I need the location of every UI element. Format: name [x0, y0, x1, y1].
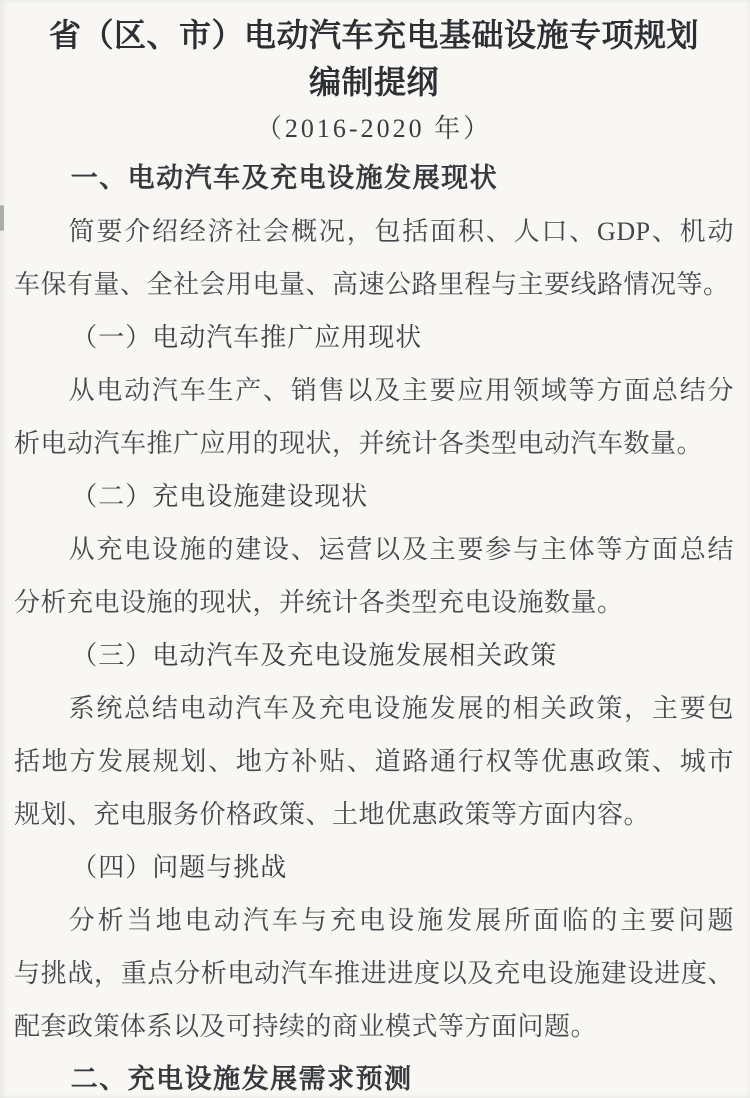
doc-title-line-2: 编制提纲	[308, 64, 439, 100]
paragraph-line: 析电动汽车推广应用的现状，并统计各类型电动汽车数量。	[14, 429, 704, 458]
section-heading-2: 二、充电设施发展需求预测	[70, 1064, 413, 1094]
paragraph-line: 从充电设施的建设、运营以及主要参与主体等方面总结	[68, 535, 734, 564]
doc-subtitle: （2016-2020 年）	[255, 114, 493, 143]
paragraph-line: 从电动汽车生产、销售以及主要应用领域等方面总结分	[68, 376, 734, 405]
subsection-heading-2: （二）充电设施建设现状	[71, 482, 369, 511]
subsection-heading-4: （四）问题与挑战	[71, 853, 288, 882]
paragraph-line: 车保有量、全社会用电量、高速公路里程与主要线路情况等。	[14, 270, 730, 299]
paragraph-line: 简要介绍经济社会概况，包括面积、人口、GDP、机动	[68, 217, 734, 246]
paragraph-line: 配套政策体系以及可持续的商业模式等方面问题。	[14, 1012, 598, 1041]
section-heading-1: 一、电动汽车及充电设施发展现状	[70, 163, 499, 193]
paragraph-line: 规划、充电服务价格政策、土地优惠政策等方面内容。	[14, 800, 651, 829]
doc-title-line-1: 省（区、市）电动汽车充电基础设施专项规划	[48, 17, 699, 53]
paragraph-line: 分析当地电动汽车与充电设施发展所面临的主要问题	[68, 906, 734, 935]
paragraph-line: 括地方发展规划、地方补贴、道路通行权等优惠政策、城市	[14, 747, 734, 776]
subsection-heading-3: （三）电动汽车及充电设施发展相关政策	[71, 641, 558, 670]
paragraph-line: 分析充电设施的现状，并统计各类型充电设施数量。	[14, 588, 624, 617]
paragraph-line: 与挑战，重点分析电动汽车推进进度以及充电设施建设进度、	[14, 959, 734, 988]
paragraph-line: 系统总结电动汽车及充电设施发展的相关政策，主要包	[68, 694, 734, 723]
subsection-heading-1: （一）电动汽车推广应用现状	[71, 323, 423, 352]
